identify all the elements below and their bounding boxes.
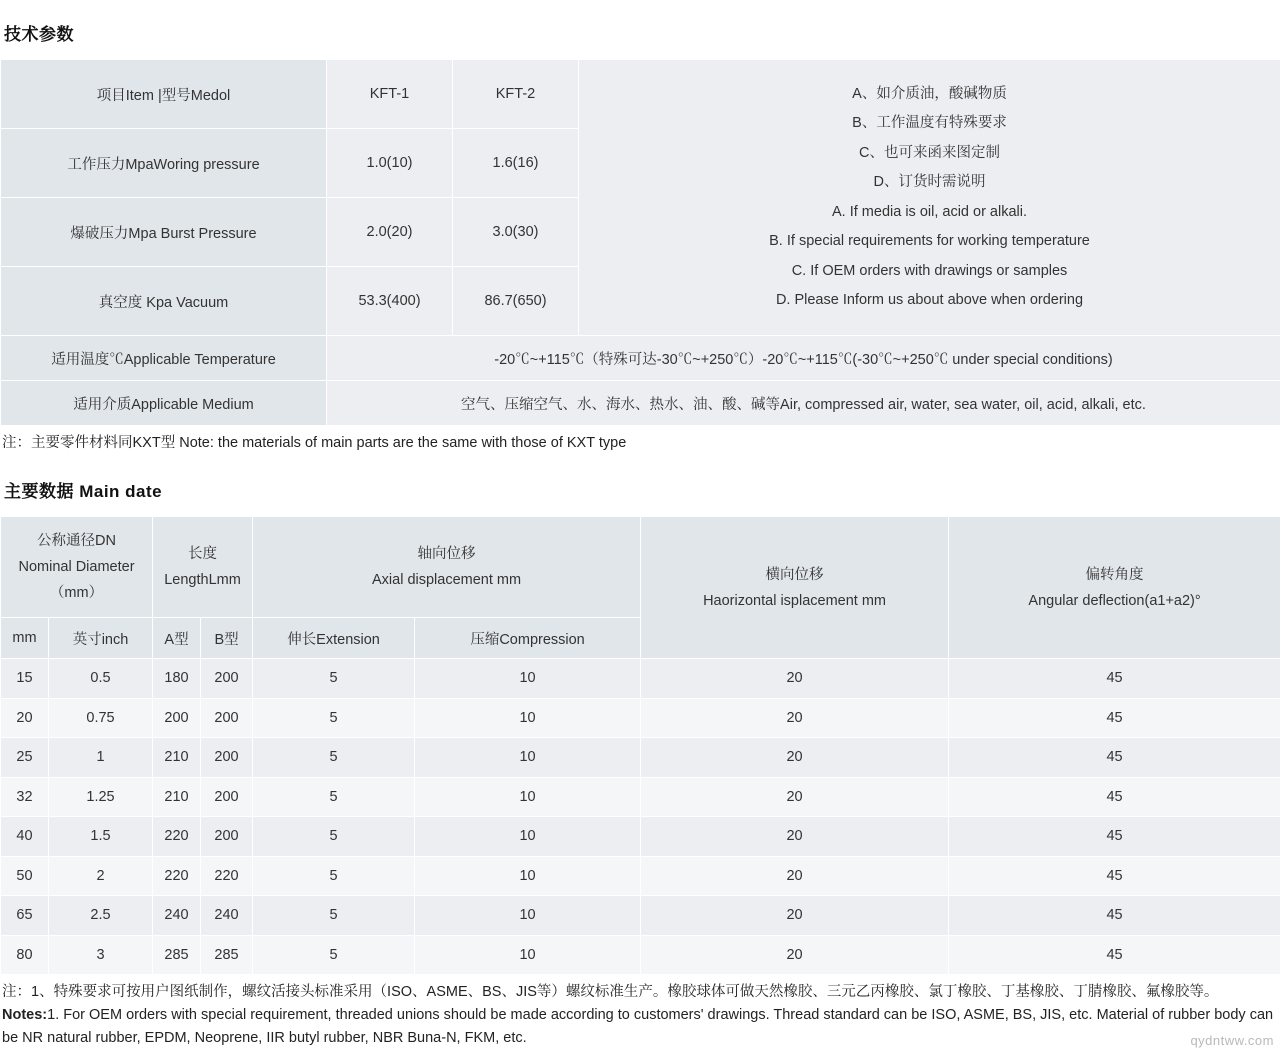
document-page <box>0 20 1280 1050</box>
tech-note-line: D、订货时需说明 <box>589 168 1270 198</box>
header-line: 公称通径DN <box>5 528 148 554</box>
cell-angular: 45 <box>949 935 1280 975</box>
cell-compression: 10 <box>415 935 641 975</box>
cell-horizontal: 20 <box>641 777 949 817</box>
tech-row-label: 真空度 Kpa Vacuum <box>1 267 327 336</box>
cell-compression: 10 <box>415 698 641 738</box>
cell-dn-mm: 25 <box>1 738 49 778</box>
cell-compression: 10 <box>415 777 641 817</box>
cell-length-b: 200 <box>201 659 253 699</box>
cell-angular: 45 <box>949 777 1280 817</box>
table-row <box>1 777 1280 817</box>
cell-dn-mm: 65 <box>1 896 49 936</box>
cell-extension: 5 <box>253 896 415 936</box>
notes-english-label: Notes: <box>2 1007 47 1023</box>
cell-dn-mm: 80 <box>1 935 49 975</box>
table-row <box>1 738 1280 778</box>
cell-compression: 10 <box>415 896 641 936</box>
cell-length-a: 200 <box>153 698 201 738</box>
tech-row-value-1: 2.0(20) <box>327 198 453 267</box>
cell-horizontal: 20 <box>641 896 949 936</box>
notes-chinese: 注：1、特殊要求可按用户图纸制作，螺纹活接头标准采用（ISO、ASME、BS、JIS等）螺纹标准生产。橡胶球体可做天然橡胶、三元乙丙橡胶、氯丁橡胶、丁基橡胶、丁腈橡胶、氟橡胶等。 <box>2 981 1278 1004</box>
tech-temperature-label: 适用温度℃Applicable Temperature <box>1 336 327 381</box>
cell-extension: 5 <box>253 817 415 857</box>
table-header-row <box>1 517 1280 618</box>
cell-horizontal: 20 <box>641 659 949 699</box>
header-line: Angular deflection(a1+a2)° <box>953 588 1276 614</box>
tech-note-line: A. If media is oil, acid or alkali. <box>589 198 1270 228</box>
cell-length-a: 220 <box>153 856 201 896</box>
tech-note-line: D. Please Inform us about above when ordering <box>589 286 1270 316</box>
tech-row-label: 工作压力MpaWoring pressure <box>1 129 327 198</box>
tech-note-line: A、如介质油，酸碱物质 <box>589 80 1270 110</box>
cell-length-a: 240 <box>153 896 201 936</box>
tech-header-item: 项目Item |型号Medol <box>1 60 327 129</box>
cell-dn-mm: 15 <box>1 659 49 699</box>
cell-dn-inch: 1.5 <box>49 817 153 857</box>
cell-dn-inch: 1 <box>49 738 153 778</box>
cell-horizontal: 20 <box>641 738 949 778</box>
header-line: 偏转角度 <box>953 562 1276 588</box>
table-row <box>1 856 1280 896</box>
header-angular-deflection <box>949 517 1280 659</box>
cell-length-b: 200 <box>201 817 253 857</box>
table-row <box>1 817 1280 857</box>
header-line: 轴向位移 <box>257 541 636 567</box>
cell-dn-mm: 50 <box>1 856 49 896</box>
cell-length-b: 220 <box>201 856 253 896</box>
header-nominal-diameter <box>1 517 153 618</box>
tech-header-model-2: KFT-2 <box>453 60 579 129</box>
cell-angular: 45 <box>949 817 1280 857</box>
cell-dn-inch: 2.5 <box>49 896 153 936</box>
tech-note-line: C. If OEM orders with drawings or samples <box>589 257 1270 287</box>
cell-dn-mm: 20 <box>1 698 49 738</box>
subheader-compression: 压缩Compression <box>415 618 641 659</box>
cell-horizontal: 20 <box>641 817 949 857</box>
cell-angular: 45 <box>949 896 1280 936</box>
cell-angular: 45 <box>949 698 1280 738</box>
header-line: LengthLmm <box>157 567 248 593</box>
cell-length-b: 240 <box>201 896 253 936</box>
tech-row-value-2: 1.6(16) <box>453 129 579 198</box>
cell-dn-inch: 2 <box>49 856 153 896</box>
tech-row-value-1: 1.0(10) <box>327 129 453 198</box>
cell-compression: 10 <box>415 817 641 857</box>
cell-length-a: 210 <box>153 777 201 817</box>
tech-temperature-value: -20℃~+115℃（特殊可达-30℃~+250℃）-20℃~+115℃(-30℃~+250℃ under special conditions) <box>327 336 1280 381</box>
header-line: 长度 <box>157 541 248 567</box>
cell-extension: 5 <box>253 698 415 738</box>
cell-horizontal: 20 <box>641 935 949 975</box>
header-line: Nominal Diameter <box>5 554 148 580</box>
cell-angular: 45 <box>949 659 1280 699</box>
cell-length-a: 220 <box>153 817 201 857</box>
watermark: qydntww.com <box>1190 1033 1274 1048</box>
notes-english <box>2 1004 1278 1050</box>
cell-extension: 5 <box>253 935 415 975</box>
header-horizontal-displacement <box>641 517 949 659</box>
tech-header-model-1: KFT-1 <box>327 60 453 129</box>
tech-notes-cell <box>579 60 1280 336</box>
cell-horizontal: 20 <box>641 698 949 738</box>
cell-dn-inch: 3 <box>49 935 153 975</box>
table-row <box>1 935 1280 975</box>
table-row <box>1 698 1280 738</box>
cell-dn-inch: 0.5 <box>49 659 153 699</box>
table-row <box>1 896 1280 936</box>
cell-dn-mm: 40 <box>1 817 49 857</box>
tech-table-footnote: 注：主要零件材料同KXT型 Note: the materials of main parts are the same with those of KXT type <box>0 426 1280 457</box>
tech-row-label: 爆破压力Mpa Burst Pressure <box>1 198 327 267</box>
cell-extension: 5 <box>253 777 415 817</box>
header-line: Axial displacement mm <box>257 567 636 593</box>
header-line: （mm） <box>5 580 148 606</box>
cell-length-a: 210 <box>153 738 201 778</box>
page-title-main-data: 主要数据 Main date <box>4 477 1280 502</box>
header-line: 横向位移 <box>645 562 944 588</box>
cell-length-b: 285 <box>201 935 253 975</box>
cell-length-b: 200 <box>201 777 253 817</box>
tech-medium-label: 适用介质Applicable Medium <box>1 381 327 426</box>
notes-english-text: 1. For OEM orders with special requirement, threaded unions should be made according to customers' drawings. Thread standard can be ISO, ASME, BS, JIS, etc. Material of rubber body can be NR natural rubber, EPDM, Neoprene, IIR butyl rubber, NBR Buna-N, FKM, etc. <box>2 1007 1273 1046</box>
tech-row-value-2: 3.0(30) <box>453 198 579 267</box>
tech-medium-value: 空气、压缩空气、水、海水、热水、油、酸、碱等Air, compressed air, water, sea water, oil, acid, alkali, etc. <box>327 381 1280 426</box>
subheader-type-a: A型 <box>153 618 201 659</box>
tech-row-value-1: 53.3(400) <box>327 267 453 336</box>
cell-angular: 45 <box>949 856 1280 896</box>
cell-horizontal: 20 <box>641 856 949 896</box>
main-table-notes <box>0 975 1280 1050</box>
main-data-table <box>0 516 1280 975</box>
cell-compression: 10 <box>415 856 641 896</box>
tech-note-line: C、也可来函来图定制 <box>589 139 1270 169</box>
subheader-type-b: B型 <box>201 618 253 659</box>
subheader-inch: 英寸inch <box>49 618 153 659</box>
table-row <box>1 336 1280 381</box>
cell-extension: 5 <box>253 659 415 699</box>
cell-dn-inch: 1.25 <box>49 777 153 817</box>
cell-length-a: 285 <box>153 935 201 975</box>
page-title-technical-parameters: 技术参数 <box>4 20 1280 45</box>
cell-dn-mm: 32 <box>1 777 49 817</box>
subheader-extension: 伸长Extension <box>253 618 415 659</box>
header-axial-displacement <box>253 517 641 618</box>
cell-length-b: 200 <box>201 738 253 778</box>
table-row <box>1 381 1280 426</box>
cell-extension: 5 <box>253 738 415 778</box>
cell-length-b: 200 <box>201 698 253 738</box>
cell-extension: 5 <box>253 856 415 896</box>
cell-dn-inch: 0.75 <box>49 698 153 738</box>
tech-note-line: B、工作温度有特殊要求 <box>589 109 1270 139</box>
header-length <box>153 517 253 618</box>
cell-angular: 45 <box>949 738 1280 778</box>
tech-note-line: B. If special requirements for working temperature <box>589 227 1270 257</box>
cell-compression: 10 <box>415 659 641 699</box>
cell-length-a: 180 <box>153 659 201 699</box>
header-line: Haorizontal isplacement mm <box>645 588 944 614</box>
table-row <box>1 60 1280 129</box>
tech-row-value-2: 86.7(650) <box>453 267 579 336</box>
subheader-mm: mm <box>1 618 49 659</box>
cell-compression: 10 <box>415 738 641 778</box>
technical-parameters-table <box>0 59 1280 426</box>
table-row <box>1 659 1280 699</box>
